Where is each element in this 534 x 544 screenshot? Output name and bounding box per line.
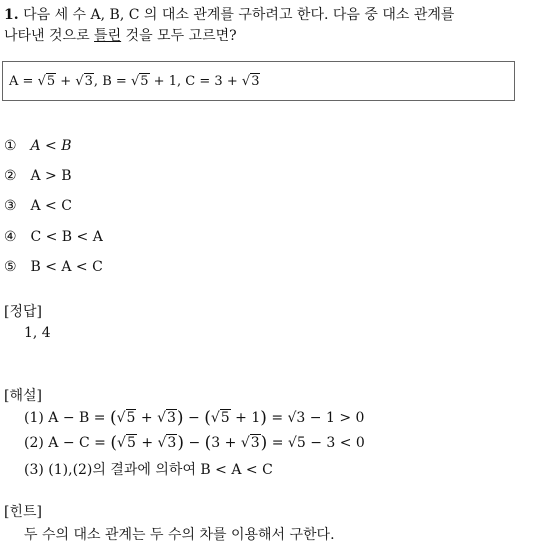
sqrt-sign: √ [241,74,251,89]
explanation-line-2 [24,433,365,453]
one: 1 [168,74,177,89]
explanation-heading: [해설] [4,388,42,404]
sqrt-sign: √ [240,435,250,451]
option-4-text: C < B < A [30,229,103,245]
sqrt-sign: √ [37,74,46,89]
answer-value: 1, 4 [24,325,51,341]
hint-heading: [힌트] [4,504,42,520]
question-underlined-word: 틀린 [94,28,122,44]
given-values-box [2,61,515,101]
sqrt-sign: √ [116,410,126,426]
plus-sign: + [226,74,238,89]
option-5[interactable] [4,259,103,275]
option-3-text: A < C [30,198,72,214]
radicand: 5 [126,435,136,451]
hint-text: 두 수의 대소 관계는 두 수의 차를 이용해서 구한다. [24,527,335,543]
option-2-marker: ② [4,168,17,184]
sqrt-sign: √ [157,410,166,426]
explanation-line-1 [24,408,364,428]
label-a: A [9,74,19,89]
paren-close: ) [177,433,184,453]
radicand: 3 [251,74,260,89]
plus-sign: + [153,74,165,89]
plus-sign: + [140,410,153,426]
label-b: B [102,74,112,89]
expl1-suffix: = √3 − 1 > 0 [271,410,365,426]
sqrt-5 [211,410,231,426]
sqrt-5 [117,435,137,451]
three: 3 [214,74,223,89]
radicand: 3 [167,435,177,451]
sqrt-3 [242,74,261,89]
option-4-marker: ④ [4,229,17,245]
option-1[interactable] [4,138,71,154]
sqrt-3 [158,435,178,451]
radicand: 3 [250,435,260,451]
label-c: C [185,74,196,89]
question-number: 1. [4,7,19,23]
expl2-suffix: = √5 − 3 < 0 [271,435,365,451]
minus-sign: − [188,410,200,426]
plus-sign: + [60,74,72,89]
option-3-marker: ③ [4,198,17,214]
comma: , [177,74,182,89]
question-line-2 [4,25,237,45]
paren-close: ) [260,433,268,453]
option-1-marker: ① [4,138,17,154]
paren-close: ) [176,408,184,428]
question-text-1: 다음 세 수 A, B, C 의 대소 관계를 구하려고 한다. 다음 중 대소 관계를 [23,7,455,23]
sqrt-sign: √ [117,435,126,451]
sqrt-5 [38,74,57,89]
radicand: 3 [167,410,176,426]
paren-open: ( [204,408,211,428]
explanation-line-3: (3) (1),(2)의 결과에 의하여 B < A < C [24,462,273,478]
plus-one: + 1 [235,410,261,426]
plus-sign: + [141,435,154,451]
sqrt-sign: √ [157,435,167,451]
option-1-text: A < B [30,138,72,154]
sqrt-3 [241,435,261,451]
sqrt-sign: √ [210,410,220,426]
eq-sign: = [115,74,127,89]
option-3[interactable] [4,198,72,214]
expl1-prefix: (1) A − B = [24,410,106,426]
option-5-marker: ⑤ [4,259,17,275]
radicand: 5 [140,74,149,89]
sqrt-5 [131,74,150,89]
radicand: 3 [84,74,93,89]
radicand: 5 [220,410,230,426]
paren-open: ( [204,433,212,453]
paren-open: ( [109,408,117,428]
sqrt-sign: √ [130,74,140,89]
option-4[interactable] [4,229,103,245]
paren-close: ) [260,408,267,428]
eq-sign: = [22,74,34,89]
question-text-2a: 나타낸 것으로 [4,28,95,44]
sqrt-5 [117,410,137,426]
expl2-prefix: (2) A − C = [24,435,106,451]
option-5-text: B < A < C [30,259,103,275]
sqrt-3 [75,74,94,89]
sqrt-sign: √ [75,74,84,89]
minus-sign: − [188,435,201,451]
question-line-1 [4,4,454,24]
paren-open: ( [110,433,118,453]
sqrt-3 [157,410,177,426]
comma: , [93,74,99,89]
answer-heading: [정답] [4,304,42,320]
given-values-text [9,74,260,89]
option-2[interactable] [4,168,71,184]
option-2-text: A > B [30,168,72,184]
radicand: 5 [46,74,56,89]
question-text-2b: 것을 모두 고르면? [121,28,237,44]
radicand: 5 [126,410,136,426]
eq-sign: = [199,74,211,89]
three-plus: 3 + [211,435,237,451]
